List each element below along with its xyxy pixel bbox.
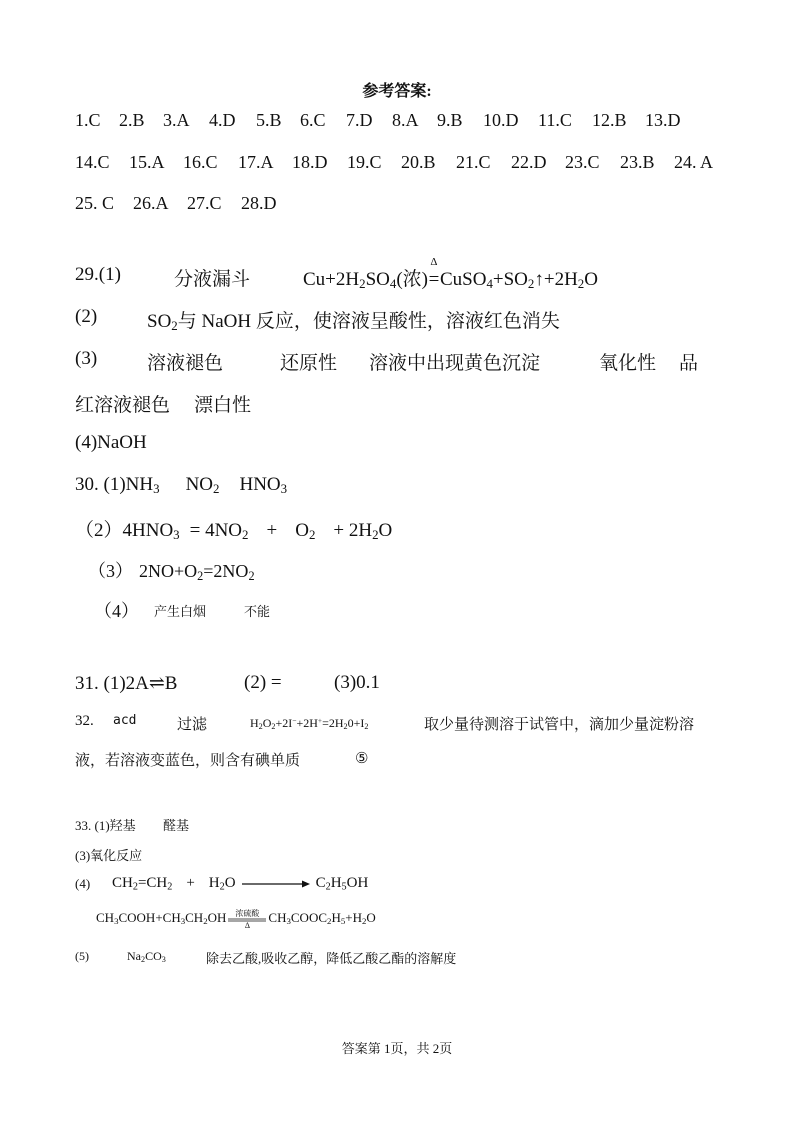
mc-answer: 21.C: [456, 152, 491, 172]
page-footer: 答案第 1页，共 2页: [341, 1041, 453, 1056]
q32-label: 32.: [75, 713, 94, 729]
q29-label: 29.(1): [75, 264, 121, 285]
mc-answer: 12.B: [592, 110, 627, 130]
q29-p3-f: 红溶液褪色: [75, 395, 171, 416]
q33-p3: (3)氧化反应: [75, 848, 143, 863]
mc-answer: 23.C: [565, 152, 600, 172]
mc-answer: 28.D: [241, 193, 277, 213]
q31-b: (2) =: [244, 672, 282, 693]
q33-p5-reagent: $Na_2CO_3$: [127, 949, 166, 965]
q29-p3-label: (3): [75, 348, 98, 369]
mc-answer: 3.A: [163, 110, 190, 130]
mc-answer: 2.B: [119, 110, 145, 130]
q33-p5-text: 除去乙酸,吸收乙醇，降低乙酸乙酯的溶解度: [206, 951, 457, 966]
page-title: 参考答案:: [362, 83, 432, 100]
q29-p3-c: 溶液中出现黄色沉淀: [369, 353, 541, 374]
q29-p3-a: 溶液褪色: [147, 353, 224, 374]
mc-answer: 14.C: [75, 152, 110, 172]
reaction-arrow-icon: [240, 879, 312, 889]
mc-answer: 4.D: [209, 110, 236, 130]
q29-equation: $Cu+2H_2SO_4$(浓) Δ $=CuSO_4+SO_2↑+2H_2O$: [303, 256, 598, 292]
q32-a: acd: [113, 713, 137, 728]
q30-p4-label: （4）: [94, 601, 139, 621]
mc-answer: 15.A: [129, 152, 165, 172]
mc-answer: 24. A: [674, 152, 714, 172]
q33-p4-eq2: $CH_3COOH+CH_3CH_2OH$ 浓硫酸 Δ $CH_3COOC_2H_5+H_2O$: [96, 909, 376, 931]
mc-answer: 13.D: [645, 110, 681, 130]
q30-part-2: $(2)4HNO_3 = 4NO_2 + O_2 + 2H_2O$: [75, 520, 393, 543]
mc-answer: 9.B: [437, 110, 463, 130]
q32-b: 过滤: [177, 717, 208, 733]
mc-answer: 11.C: [538, 110, 572, 130]
mc-answer: 6.C: [300, 110, 326, 130]
q33-p4-eq1: $CH_2=CH_2 + H_2O$ $C_2H_5OH$: [112, 875, 369, 893]
mc-answer: 25. C: [75, 193, 115, 213]
mc-answer: 18.D: [292, 152, 328, 172]
heat-condition: Δ =: [428, 256, 440, 290]
q30-part-1: 30. $(1)NH_3$ $NO_2$ $HNO_3$: [75, 474, 288, 497]
mc-answer: 26.A: [133, 193, 169, 213]
q29-p3-b: 还原性: [280, 353, 338, 374]
mc-answer: 19.C: [347, 152, 382, 172]
q33-p1: 33. (1)羟基: [75, 818, 136, 833]
q33-p4-label: (4): [75, 876, 91, 891]
mc-answer: 22.D: [511, 152, 547, 172]
q33-p1b: 醛基: [163, 818, 190, 833]
mc-answer: 1.C: [75, 110, 101, 130]
q33-p5-label: (5): [75, 949, 89, 963]
q29-p3-d: 氧化性: [599, 353, 657, 374]
q32-c: 取少量待测溶于试管中，滴加少量淀粉溶: [424, 717, 695, 733]
q32-d: 液，若溶液变蓝色，则含有碘单质: [75, 753, 301, 769]
mc-answer: 17.A: [238, 152, 274, 172]
q29-p3-g: 漂白性: [194, 395, 252, 416]
q30-part-3: （3） $2NO+O_2=2NO_2$: [88, 561, 255, 584]
q32-e: ⑤: [355, 751, 369, 767]
q32-equation: $H_2O_2+2I^-+2H^+=2H_20+I_2$: [250, 716, 369, 732]
mc-answer: 10.D: [483, 110, 519, 130]
mc-answer: 7.D: [346, 110, 373, 130]
mc-answer: 5.B: [256, 110, 282, 130]
mc-answer: 16.C: [183, 152, 218, 172]
q29-p2-text: $SO_2$与 NaOH 反应，使溶液呈酸性，溶液红色消失: [147, 311, 560, 334]
q29-p2-label: (2): [75, 306, 98, 327]
mc-answer: 23.B: [620, 152, 655, 172]
esterification-condition: 浓硫酸 Δ: [226, 910, 268, 928]
q31-c: (3)0.1: [334, 672, 380, 693]
q29-funnel: 分液漏斗: [174, 269, 251, 290]
q31-a: 31. (1)2A⇌B: [75, 673, 178, 694]
mc-answer: 27.C: [187, 193, 222, 213]
mc-answer: 8.A: [392, 110, 419, 130]
q29-p3-e: 品: [679, 353, 699, 374]
q29-part-4: (4)NaOH: [75, 432, 147, 453]
q30-p4-b: 不能: [244, 604, 271, 619]
q30-p4-a: 产生白烟: [154, 604, 207, 619]
mc-answer: 20.B: [401, 152, 436, 172]
